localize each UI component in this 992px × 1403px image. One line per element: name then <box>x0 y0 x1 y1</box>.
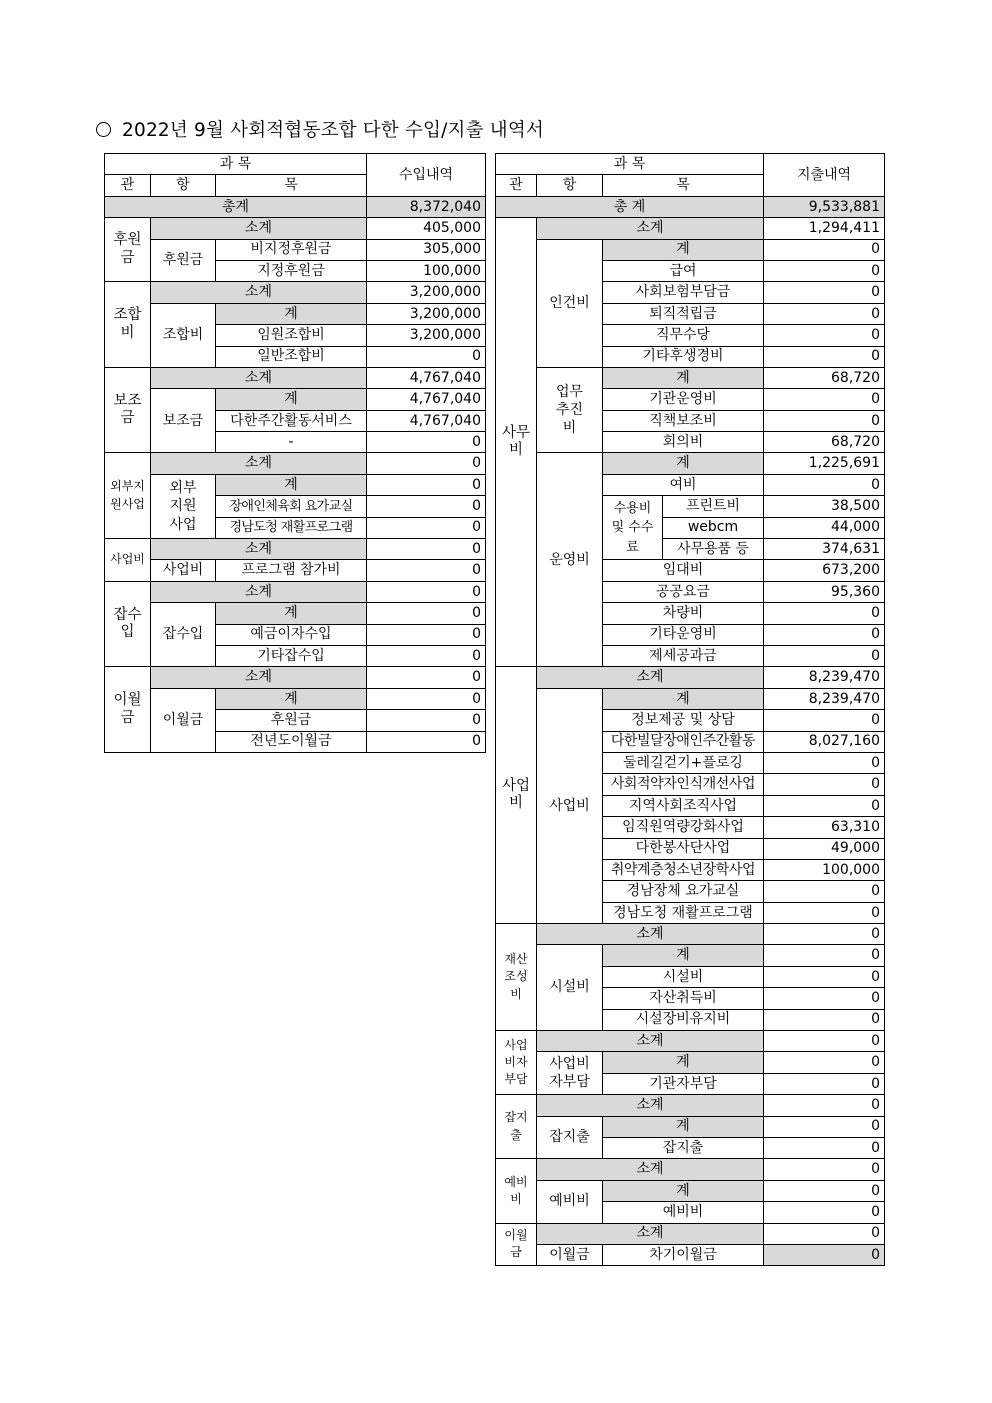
mok-value: 100,000 <box>367 260 486 281</box>
subtotal-label: 소계 <box>537 667 764 688</box>
mok-value: 673,200 <box>764 560 885 581</box>
mok-value: 0 <box>367 517 486 538</box>
total-row <box>105 196 486 217</box>
gwan-iwol: 이월금 <box>105 667 151 753</box>
mok-label: 다한빌달장애인주간활동 <box>603 731 764 752</box>
mok-label: 차기이월금 <box>603 1244 764 1265</box>
table-row <box>105 581 486 602</box>
sum-label: 계 <box>603 1180 764 1201</box>
mok-value: 4,767,040 <box>367 410 486 431</box>
sum-label: 계 <box>603 239 764 260</box>
hang-eopmu: 업무 추진비 <box>537 367 603 453</box>
mok-value: 0 <box>764 603 885 624</box>
gwan-jap: 잡지출 <box>496 1095 537 1159</box>
income-table <box>104 153 486 753</box>
mok-value: 8,027,160 <box>764 731 885 752</box>
gwan-jap: 잡수입 <box>105 581 151 667</box>
table-row <box>105 282 486 303</box>
hang-bojo: 보조금 <box>151 389 216 453</box>
sub-mok-value: 374,631 <box>764 539 885 560</box>
mok-value: 0 <box>764 988 885 1009</box>
mok-label: 직무수당 <box>603 325 764 346</box>
table-row <box>496 688 885 709</box>
subtotal-label: 소계 <box>151 367 367 388</box>
sum-label: 계 <box>603 453 764 474</box>
mok-label: 프로그램 참가비 <box>216 560 367 581</box>
mok-label: 급여 <box>603 260 764 281</box>
mok-value: 0 <box>764 1244 885 1265</box>
mok-label: 시설장비유지비 <box>603 1009 764 1030</box>
hang-jaesan: 시설비 <box>537 945 603 1031</box>
mok-label: 기타잡수입 <box>216 645 367 666</box>
mok-value: 0 <box>764 410 885 431</box>
mok-label: 임원조합비 <box>216 325 367 346</box>
hang-huwon: 후원금 <box>151 239 216 282</box>
sum-label: 계 <box>216 303 367 324</box>
header-hang: 항 <box>151 175 216 196</box>
mok-value: 0 <box>764 325 885 346</box>
subtotal-label: 소계 <box>537 1223 764 1244</box>
table-row <box>105 688 486 709</box>
subtotal-value: 0 <box>764 924 885 945</box>
sum-label: 계 <box>216 603 367 624</box>
mok-value: 49,000 <box>764 838 885 859</box>
header-gwan: 관 <box>496 175 537 196</box>
mok-value: 0 <box>764 710 885 731</box>
sum-label: 계 <box>603 1052 764 1073</box>
subtotal-value: 4,767,040 <box>367 367 486 388</box>
mok-label: 비지정후원금 <box>216 239 367 260</box>
table-row <box>496 239 885 260</box>
sub-mok-value: 38,500 <box>764 496 885 517</box>
table-header-row <box>496 154 885 175</box>
sum-value: 68,720 <box>764 367 885 388</box>
mok-label: 회의비 <box>603 432 764 453</box>
mok-value: 0 <box>764 1073 885 1094</box>
mok-value: 0 <box>764 346 885 367</box>
mok-value: 0 <box>764 474 885 495</box>
mok-label: 기관자부담 <box>603 1073 764 1094</box>
total-value: 8,372,040 <box>367 196 486 217</box>
mok-value: 0 <box>764 1137 885 1158</box>
mok-value: 0 <box>367 645 486 666</box>
hang-johap: 조합비 <box>151 303 216 367</box>
subtotal-value: 8,239,470 <box>764 667 885 688</box>
header-hang: 항 <box>537 175 603 196</box>
hang-yebi: 예비비 <box>537 1180 603 1223</box>
mok-value: 0 <box>764 1009 885 1030</box>
mok-label: 취약계층청소년장학사업 <box>603 859 764 880</box>
mok-value: 0 <box>367 710 486 731</box>
mok-value: 305,000 <box>367 239 486 260</box>
gwan-samu: 사무비 <box>496 218 537 667</box>
subtotal-value: 0 <box>764 1159 885 1180</box>
total-value: 9,533,881 <box>764 196 885 217</box>
mok-value: 0 <box>764 389 885 410</box>
mok-value: 0 <box>764 752 885 773</box>
total-row <box>496 196 885 217</box>
circle-bullet-icon <box>96 122 111 137</box>
sum-label: 계 <box>216 389 367 410</box>
subtotal-label: 소계 <box>537 1031 764 1052</box>
mok-label: 다한봉사단사업 <box>603 838 764 859</box>
sum-value: 0 <box>764 945 885 966</box>
expense-table <box>495 153 885 1266</box>
mok-value: 0 <box>367 432 486 453</box>
sub-mok-label: 프린트비 <box>663 496 764 517</box>
subtotal-label: 소계 <box>151 282 367 303</box>
sub-mok-value: 44,000 <box>764 517 885 538</box>
subtotal-label: 소계 <box>151 218 367 239</box>
subtotal-label: 소계 <box>537 1159 764 1180</box>
sum-label: 계 <box>603 945 764 966</box>
table-row <box>105 218 486 239</box>
hang-ingeon: 인건비 <box>537 239 603 367</box>
mok-value: 0 <box>764 624 885 645</box>
table-row <box>105 474 486 495</box>
table-row <box>105 539 486 560</box>
mok-label: 지역사회조직사업 <box>603 795 764 816</box>
hang-saeop: 사업비 <box>537 688 603 923</box>
hang-unyeong: 운영비 <box>537 453 603 667</box>
mok-label: 사회보험부담금 <box>603 282 764 303</box>
mok-value: 0 <box>764 774 885 795</box>
table-row <box>105 367 486 388</box>
mok-label: 경남도청 재활프로그램 <box>216 517 367 538</box>
sum-value: 0 <box>367 688 486 709</box>
mok-label: 제세공과금 <box>603 645 764 666</box>
gwan-yebi: 예비비 <box>496 1159 537 1223</box>
hang-jabudam: 사업비 자부담 <box>537 1052 603 1095</box>
subtotal-label: 소계 <box>537 1095 764 1116</box>
sum-value: 0 <box>367 603 486 624</box>
table-row <box>496 1244 885 1265</box>
hang-jap: 잡지출 <box>537 1116 603 1159</box>
hang-saeop: 사업비 <box>151 560 216 581</box>
mok-label: 예금이자수입 <box>216 624 367 645</box>
mok-value: 0 <box>367 496 486 517</box>
sum-value: 1,225,691 <box>764 453 885 474</box>
table-row <box>496 453 885 474</box>
table-row <box>105 667 486 688</box>
mok-value: 0 <box>367 624 486 645</box>
gwan-johap: 조합비 <box>105 282 151 368</box>
sum-label: 계 <box>216 688 367 709</box>
subtotal-value: 405,000 <box>367 218 486 239</box>
table-row <box>105 389 486 410</box>
header-gwan: 관 <box>105 175 151 196</box>
hang-iwol: 이월금 <box>151 688 216 752</box>
mok-label: 자산취득비 <box>603 988 764 1009</box>
table-row <box>105 603 486 624</box>
total-label: 총 계 <box>496 196 764 217</box>
table-header-row <box>105 154 486 175</box>
sub-mok-label: 사무용품 등 <box>663 539 764 560</box>
mok-value: 0 <box>764 902 885 923</box>
mok-label: 여비 <box>603 474 764 495</box>
table-row <box>496 667 885 688</box>
mok-label: 기타후생경비 <box>603 346 764 367</box>
mok-label: 기타운영비 <box>603 624 764 645</box>
title-text: 2022년 9월 사회적협동조합 다한 수입/지출 내역서 <box>122 120 544 141</box>
mok-value: 68,720 <box>764 432 885 453</box>
gwan-saeop: 사업비 <box>105 539 151 582</box>
mok-label: 공공요금 <box>603 581 764 602</box>
table-row <box>496 1223 885 1244</box>
mok-value: 0 <box>764 795 885 816</box>
mok-label: 둘레길걷기+플로깅 <box>603 752 764 773</box>
mok-label: 임직원역량강화사업 <box>603 817 764 838</box>
mok-label: - <box>216 432 367 453</box>
header-amount: 수입내역 <box>367 154 486 197</box>
sum-value: 8,239,470 <box>764 688 885 709</box>
mok-label: 지정후원금 <box>216 260 367 281</box>
mok-value: 0 <box>367 560 486 581</box>
mok-value: 0 <box>367 731 486 752</box>
subtotal-label: 소계 <box>537 924 764 945</box>
mok-value: 3,200,000 <box>367 325 486 346</box>
table-row <box>105 239 486 260</box>
mok-value: 0 <box>367 346 486 367</box>
total-label: 총계 <box>105 196 367 217</box>
sum-value: 0 <box>764 1052 885 1073</box>
mok-value: 0 <box>764 966 885 987</box>
mok-value: 63,310 <box>764 817 885 838</box>
hang-oebu: 외부지원사업 <box>151 474 216 538</box>
table-row <box>105 303 486 324</box>
mok-label: 직책보조비 <box>603 410 764 431</box>
table-row <box>496 1180 885 1201</box>
header-amount: 지출내역 <box>764 154 885 197</box>
sum-value: 4,767,040 <box>367 389 486 410</box>
gwan-jaesan: 재산조성비 <box>496 924 537 1031</box>
mok-label: 전년도이월금 <box>216 731 367 752</box>
subtotal-value: 0 <box>367 453 486 474</box>
mok-label: 사회적약자인식개선사업 <box>603 774 764 795</box>
table-row <box>496 1116 885 1137</box>
header-subject: 과 목 <box>105 154 367 175</box>
subtotal-value: 0 <box>764 1223 885 1244</box>
mok-value: 0 <box>764 1202 885 1223</box>
document-title <box>96 116 544 142</box>
mok-label: 예비비 <box>603 1202 764 1223</box>
table-row <box>496 924 885 945</box>
mok-label: 퇴직적립금 <box>603 303 764 324</box>
subtotal-value: 1,294,411 <box>764 218 885 239</box>
gwan-iwol: 이월금 <box>496 1223 537 1266</box>
sum-value: 3,200,000 <box>367 303 486 324</box>
mok-label: 일반조합비 <box>216 346 367 367</box>
gwan-huwon: 후원금 <box>105 218 151 282</box>
sum-value: 0 <box>764 1180 885 1201</box>
subtotal-value: 0 <box>764 1031 885 1052</box>
mok-label: 차량비 <box>603 603 764 624</box>
mok-value: 0 <box>764 282 885 303</box>
sub-mok-label: webcm <box>663 517 764 538</box>
hang-iwol: 이월금 <box>537 1244 603 1265</box>
subtotal-value: 0 <box>764 1095 885 1116</box>
mok-value: 0 <box>764 260 885 281</box>
table-row <box>496 1159 885 1180</box>
sum-label: 계 <box>603 688 764 709</box>
mok-value: 95,360 <box>764 581 885 602</box>
mok-label: 경남장체 요가교실 <box>603 881 764 902</box>
table-row <box>496 367 885 388</box>
subtotal-label: 소계 <box>537 218 764 239</box>
mok-value: 0 <box>764 303 885 324</box>
mok-label: 경남도청 재활프로그램 <box>603 902 764 923</box>
mok-value: 0 <box>764 881 885 902</box>
table-row <box>496 945 885 966</box>
sum-label: 계 <box>216 474 367 495</box>
table-row <box>496 1095 885 1116</box>
mok-value: 0 <box>764 645 885 666</box>
gwan-bojo: 보조금 <box>105 367 151 453</box>
header-subject: 과 목 <box>496 154 764 175</box>
mok-label: 후원금 <box>216 710 367 731</box>
sum-value: 0 <box>367 474 486 495</box>
hang-jap: 잡수입 <box>151 603 216 667</box>
sum-label: 계 <box>603 367 764 388</box>
mok-label: 기관운영비 <box>603 389 764 410</box>
mok-label: 정보제공 및 상담 <box>603 710 764 731</box>
mok-label: 잡지출 <box>603 1137 764 1158</box>
subtotal-value: 0 <box>367 581 486 602</box>
mok-label: 다한주간활동서비스 <box>216 410 367 431</box>
sum-value: 0 <box>764 1116 885 1137</box>
mok-label: 임대비 <box>603 560 764 581</box>
sum-value: 0 <box>764 239 885 260</box>
table-row <box>496 1031 885 1052</box>
header-mok: 목 <box>216 175 367 196</box>
table-row <box>105 560 486 581</box>
mok-label: 장애인체육회 요가교실 <box>216 496 367 517</box>
table-row <box>496 1052 885 1073</box>
table-row <box>105 453 486 474</box>
gwan-saeop: 사업비 <box>496 667 537 924</box>
subtotal-label: 소계 <box>151 453 367 474</box>
subtotal-label: 소계 <box>151 539 367 560</box>
mok-label: 시설비 <box>603 966 764 987</box>
gwan-oebu: 외부지원사업 <box>105 453 151 539</box>
sum-label: 계 <box>603 1116 764 1137</box>
subtotal-label: 소계 <box>151 667 367 688</box>
gwan-jabudam: 사업비자부담 <box>496 1031 537 1095</box>
mok-suyong: 수용비 및 수수료 <box>603 496 663 560</box>
subtotal-value: 0 <box>367 667 486 688</box>
subtotal-value: 3,200,000 <box>367 282 486 303</box>
header-mok: 목 <box>603 175 764 196</box>
subtotal-label: 소계 <box>151 581 367 602</box>
table-row <box>496 218 885 239</box>
mok-value: 100,000 <box>764 859 885 880</box>
subtotal-value: 0 <box>367 539 486 560</box>
